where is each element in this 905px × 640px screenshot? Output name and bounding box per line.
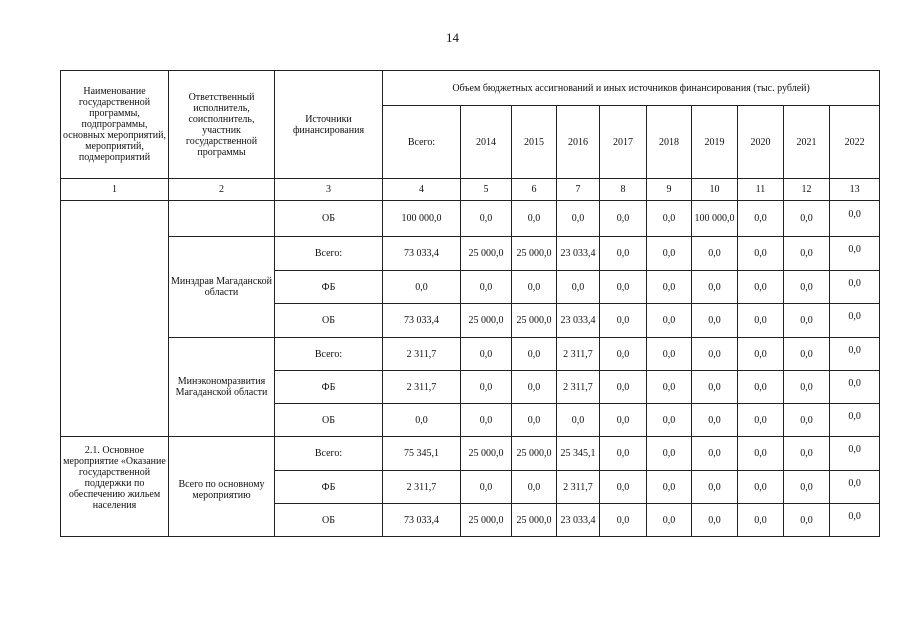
year-value-cell xyxy=(830,504,880,537)
total-value-cell: 100 000,0 xyxy=(383,201,461,237)
year-value-cell: 0,0 xyxy=(784,404,830,437)
blank-name-cell xyxy=(61,201,169,437)
column-number: 8 xyxy=(600,179,647,201)
source-cell: ОБ xyxy=(275,201,383,237)
year-value-cell: 0,0 xyxy=(738,271,784,304)
source-cell: ФБ xyxy=(275,471,383,504)
year-value-cell: 0,0 xyxy=(600,271,647,304)
year-value-cell: 0,0 xyxy=(692,237,738,271)
header-year: 2014 xyxy=(461,106,512,179)
column-number: 12 xyxy=(784,179,830,201)
year-value-cell: 0,0 xyxy=(784,371,830,404)
year-value-cell: 0,0 xyxy=(461,338,512,371)
year-value-cell: 0,0 xyxy=(512,338,557,371)
year-value-cell: 0,0 xyxy=(647,404,692,437)
year-value-cell: 0,0 xyxy=(692,271,738,304)
column-number: 6 xyxy=(512,179,557,201)
year-value-cell: 0,0 xyxy=(600,237,647,271)
responsible-minzdrav: Минздрав Магаданской области xyxy=(169,237,275,338)
column-number: 1 xyxy=(61,179,169,201)
total-value-cell: 2 311,7 xyxy=(383,371,461,404)
column-number: 11 xyxy=(738,179,784,201)
total-value-cell: 73 033,4 xyxy=(383,304,461,338)
year-value-cell xyxy=(830,237,880,271)
year-value-cell: 0,0 xyxy=(647,338,692,371)
year-value-cell: 0,0 xyxy=(692,338,738,371)
year-value-cell: 0,0 xyxy=(600,404,647,437)
year-value-cell: 0,0 xyxy=(692,504,738,537)
header-year: 2019 xyxy=(692,106,738,179)
year-value: 0,0 xyxy=(848,410,861,422)
year-value-cell: 0,0 xyxy=(600,201,647,237)
year-value: 0,0 xyxy=(848,510,861,522)
year-value-cell: 0,0 xyxy=(557,404,600,437)
year-value-cell xyxy=(830,201,880,237)
year-value-cell: 0,0 xyxy=(738,471,784,504)
year-value-cell: 0,0 xyxy=(512,471,557,504)
year-value: 0,0 xyxy=(848,209,861,220)
year-value-cell: 0,0 xyxy=(512,271,557,304)
year-value-cell xyxy=(830,404,880,437)
responsible-measure-total: Всего по основному мероприятию xyxy=(169,437,275,537)
year-value: 0,0 xyxy=(848,277,861,289)
year-value-cell xyxy=(830,338,880,371)
header-year: 2022 xyxy=(830,106,880,179)
year-value-cell: 0,0 xyxy=(692,371,738,404)
year-value: 0,0 xyxy=(848,377,861,389)
year-value-cell: 25 000,0 xyxy=(512,504,557,537)
total-value-cell: 73 033,4 xyxy=(383,237,461,271)
year-value-cell: 0,0 xyxy=(692,437,738,471)
year-value: 0,0 xyxy=(848,477,861,489)
year-value-cell: 0,0 xyxy=(600,371,647,404)
year-value-cell: 0,0 xyxy=(647,304,692,338)
responsible-mineconom: Минэкономразвития Магаданской области xyxy=(169,338,275,437)
year-value-cell xyxy=(830,471,880,504)
year-value-cell: 0,0 xyxy=(512,404,557,437)
column-number: 3 xyxy=(275,179,383,201)
header-year: 2015 xyxy=(512,106,557,179)
header-responsible: Ответственный исполнитель, соисполнитель, участник государственной программы xyxy=(169,71,275,179)
year-value-cell: 0,0 xyxy=(647,201,692,237)
year-value-cell: 25 000,0 xyxy=(512,437,557,471)
year-value-cell: 0,0 xyxy=(784,237,830,271)
table-row xyxy=(61,338,880,371)
year-value-cell: 23 033,4 xyxy=(557,304,600,338)
year-value-cell: 0,0 xyxy=(647,271,692,304)
column-number: 5 xyxy=(461,179,512,201)
column-number: 2 xyxy=(169,179,275,201)
header-sources: Источники финансирования xyxy=(275,71,383,179)
blank-responsible-cell xyxy=(169,201,275,237)
year-value-cell: 0,0 xyxy=(647,504,692,537)
year-value-cell: 0,0 xyxy=(692,404,738,437)
year-value-cell: 0,0 xyxy=(461,404,512,437)
source-cell: ОБ xyxy=(275,404,383,437)
header-year: 2017 xyxy=(600,106,647,179)
year-value-cell: 0,0 xyxy=(784,504,830,537)
year-value-cell: 0,0 xyxy=(461,271,512,304)
column-number: 13 xyxy=(830,179,880,201)
total-value-cell: 75 345,1 xyxy=(383,437,461,471)
year-value-cell: 25 345,1 xyxy=(557,437,600,471)
budget-table xyxy=(60,70,880,537)
header-year: 2021 xyxy=(784,106,830,179)
year-value-cell xyxy=(830,437,880,471)
header-year: 2016 xyxy=(557,106,600,179)
total-value-cell: 0,0 xyxy=(383,271,461,304)
year-value-cell: 0,0 xyxy=(647,237,692,271)
header-total: Всего: xyxy=(383,106,461,179)
year-value-cell: 0,0 xyxy=(738,237,784,271)
year-value-cell: 0,0 xyxy=(784,437,830,471)
year-value-cell: 25 000,0 xyxy=(512,304,557,338)
year-value-cell: 0,0 xyxy=(512,371,557,404)
year-value-cell: 0,0 xyxy=(784,201,830,237)
year-value: 0,0 xyxy=(848,311,861,322)
year-value-cell: 0,0 xyxy=(647,437,692,471)
source-cell: ОБ xyxy=(275,304,383,338)
year-value-cell: 0,0 xyxy=(784,471,830,504)
year-value-cell: 0,0 xyxy=(647,371,692,404)
source-cell: ОБ xyxy=(275,504,383,537)
year-value-cell: 0,0 xyxy=(600,504,647,537)
column-number: 4 xyxy=(383,179,461,201)
year-value-cell: 0,0 xyxy=(600,304,647,338)
year-value-cell: 0,0 xyxy=(600,471,647,504)
year-value-cell: 0,0 xyxy=(784,304,830,338)
total-value-cell: 0,0 xyxy=(383,404,461,437)
year-value-cell: 0,0 xyxy=(784,271,830,304)
column-number: 7 xyxy=(557,179,600,201)
year-value-cell: 0,0 xyxy=(738,437,784,471)
source-cell: Всего: xyxy=(275,437,383,471)
year-value-cell: 23 033,4 xyxy=(557,504,600,537)
year-value-cell: 23 033,4 xyxy=(557,237,600,271)
table-row xyxy=(61,437,880,471)
column-number: 9 xyxy=(647,179,692,201)
year-value-cell: 25 000,0 xyxy=(461,237,512,271)
year-value-cell: 0,0 xyxy=(738,201,784,237)
table-row xyxy=(61,237,880,271)
year-value-cell: 0,0 xyxy=(738,338,784,371)
year-value-cell: 0,0 xyxy=(557,271,600,304)
source-cell: Всего: xyxy=(275,237,383,271)
year-value-cell: 0,0 xyxy=(461,201,512,237)
year-value-cell: 25 000,0 xyxy=(461,437,512,471)
year-value-cell: 100 000,0 xyxy=(692,201,738,237)
source-cell: Всего: xyxy=(275,338,383,371)
source-cell: ФБ xyxy=(275,371,383,404)
column-number: 10 xyxy=(692,179,738,201)
year-value-cell: 2 311,7 xyxy=(557,471,600,504)
year-value-cell: 25 000,0 xyxy=(512,237,557,271)
year-value-cell: 0,0 xyxy=(600,338,647,371)
year-value-cell: 0,0 xyxy=(738,404,784,437)
year-value-cell: 0,0 xyxy=(512,201,557,237)
year-value-cell: 0,0 xyxy=(738,371,784,404)
year-value: 0,0 xyxy=(848,344,861,356)
year-value: 0,0 xyxy=(848,444,861,455)
header-name: Наименование государственной программы, подпрограммы, основных мероприятий, мероприятий, подмероприятий xyxy=(61,71,169,179)
year-value-cell: 0,0 xyxy=(692,471,738,504)
total-value-cell: 2 311,7 xyxy=(383,471,461,504)
total-value-cell: 2 311,7 xyxy=(383,338,461,371)
header-budget-group: Объем бюджетных ассигнований и иных источников финансирования (тыс. рублей) xyxy=(383,71,880,106)
year-value-cell: 25 000,0 xyxy=(461,504,512,537)
year-value-cell: 0,0 xyxy=(692,304,738,338)
total-value-cell: 73 033,4 xyxy=(383,504,461,537)
year-value-cell: 0,0 xyxy=(738,304,784,338)
year-value-cell xyxy=(830,271,880,304)
year-value-cell: 0,0 xyxy=(461,471,512,504)
year-value-cell: 2 311,7 xyxy=(557,338,600,371)
year-value: 0,0 xyxy=(848,244,861,255)
header-year: 2018 xyxy=(647,106,692,179)
measure-name: 2.1. Основное мероприятие «Оказание государственной поддержки по обеспечению жильем населения xyxy=(61,437,169,537)
year-value-cell xyxy=(830,304,880,338)
year-value-cell: 0,0 xyxy=(557,201,600,237)
year-value-cell: 0,0 xyxy=(461,371,512,404)
year-value-cell: 0,0 xyxy=(738,504,784,537)
table-row xyxy=(61,201,880,237)
page-number: 14 xyxy=(446,30,459,45)
year-value-cell: 0,0 xyxy=(600,437,647,471)
year-value-cell xyxy=(830,371,880,404)
column-number-row xyxy=(61,179,880,201)
year-value-cell: 0,0 xyxy=(647,471,692,504)
source-cell: ФБ xyxy=(275,271,383,304)
header-year: 2020 xyxy=(738,106,784,179)
year-value-cell: 2 311,7 xyxy=(557,371,600,404)
year-value-cell: 0,0 xyxy=(784,338,830,371)
year-value-cell: 25 000,0 xyxy=(461,304,512,338)
